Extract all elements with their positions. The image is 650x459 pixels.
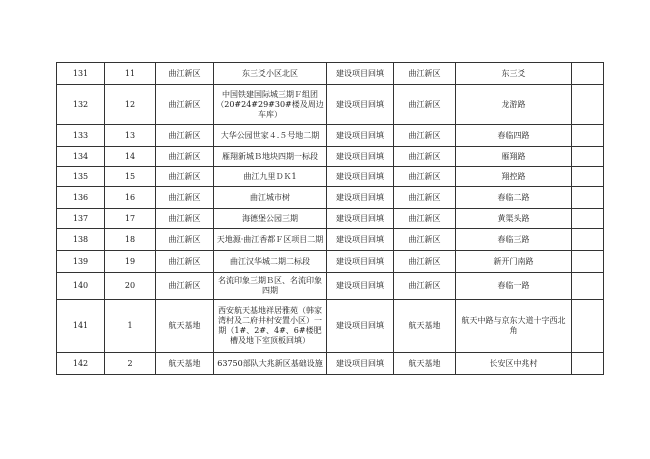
sub-number-cell: 18	[105, 229, 156, 251]
row-number-cell: 132	[57, 85, 105, 125]
project-name-cell: 曲江城市树	[214, 187, 327, 209]
sub-number-cell: 2	[105, 353, 156, 375]
area-cell: 曲江新区	[394, 209, 456, 229]
table-row	[57, 167, 604, 187]
type-cell: 建设项目回填	[327, 167, 394, 187]
type-cell: 建设项目回填	[327, 273, 394, 300]
project-name-cell: 中国铁建国际城三期Ｆ组团（20#24#29#30#楼及周边车库）	[214, 85, 327, 125]
district-cell: 曲江新区	[156, 85, 214, 125]
note-cell	[572, 147, 604, 167]
row-number-cell: 142	[57, 353, 105, 375]
type-cell: 建设项目回填	[327, 63, 394, 85]
area-cell: 曲江新区	[394, 125, 456, 147]
road-cell: 春临四路	[456, 125, 572, 147]
project-name-cell: 名流印象三期Ｂ区、名流印象四期	[214, 273, 327, 300]
table-row	[57, 209, 604, 229]
district-cell: 曲江新区	[156, 229, 214, 251]
row-number-cell: 136	[57, 187, 105, 209]
district-cell: 曲江新区	[156, 125, 214, 147]
road-cell: 龙游路	[456, 85, 572, 125]
table-row	[57, 251, 604, 273]
district-cell: 曲江新区	[156, 187, 214, 209]
project-name-cell: 曲江九里ＤＫ1	[214, 167, 327, 187]
road-cell: 翔控路	[456, 167, 572, 187]
project-table	[56, 62, 604, 375]
sub-number-cell: 20	[105, 273, 156, 300]
district-cell: 航天基地	[156, 353, 214, 375]
road-cell: 长安区中兆村	[456, 353, 572, 375]
area-cell: 曲江新区	[394, 229, 456, 251]
area-cell: 航天基地	[394, 353, 456, 375]
row-number-cell: 138	[57, 229, 105, 251]
area-cell: 航天基地	[394, 300, 456, 353]
project-name-cell: 大华公园世家４.５号地二期	[214, 125, 327, 147]
project-name-cell: 天地源·曲江香都Ｆ区项目二期	[214, 229, 327, 251]
type-cell: 建设项目回填	[327, 187, 394, 209]
area-cell: 曲江新区	[394, 273, 456, 300]
table-row	[57, 187, 604, 209]
note-cell	[572, 167, 604, 187]
row-number-cell: 133	[57, 125, 105, 147]
sub-number-cell: 1	[105, 300, 156, 353]
project-name-cell: 海德堡公园三期	[214, 209, 327, 229]
type-cell: 建设项目回填	[327, 353, 394, 375]
road-cell: 春临一路	[456, 273, 572, 300]
district-cell: 曲江新区	[156, 273, 214, 300]
table-row	[57, 229, 604, 251]
area-cell: 曲江新区	[394, 187, 456, 209]
area-cell: 曲江新区	[394, 85, 456, 125]
type-cell: 建设项目回填	[327, 147, 394, 167]
sub-number-cell: 16	[105, 187, 156, 209]
district-cell: 航天基地	[156, 300, 214, 353]
row-number-cell: 131	[57, 63, 105, 85]
row-number-cell: 135	[57, 167, 105, 187]
note-cell	[572, 300, 604, 353]
table-row	[57, 300, 604, 353]
table-row	[57, 125, 604, 147]
sub-number-cell: 13	[105, 125, 156, 147]
sub-number-cell: 14	[105, 147, 156, 167]
road-cell: 航天中路与京东大道十字西北角	[456, 300, 572, 353]
road-cell: 春临二路	[456, 187, 572, 209]
district-cell: 曲江新区	[156, 209, 214, 229]
district-cell: 曲江新区	[156, 63, 214, 85]
note-cell	[572, 229, 604, 251]
row-number-cell: 140	[57, 273, 105, 300]
area-cell: 曲江新区	[394, 63, 456, 85]
sub-number-cell: 12	[105, 85, 156, 125]
note-cell	[572, 187, 604, 209]
project-name-cell: 西安航天基地祥居雅苑（韩家湾村及二府井村安置小区）一期（1#、2#、4#、6#楼肥槽及地下室顶板回填）	[214, 300, 327, 353]
type-cell: 建设项目回填	[327, 125, 394, 147]
note-cell	[572, 85, 604, 125]
road-cell: 春临三路	[456, 229, 572, 251]
road-cell: 黄渠头路	[456, 209, 572, 229]
table-row	[57, 147, 604, 167]
note-cell	[572, 63, 604, 85]
project-name-cell: 曲江汉华城二期二标段	[214, 251, 327, 273]
table-row	[57, 85, 604, 125]
area-cell: 曲江新区	[394, 167, 456, 187]
type-cell: 建设项目回填	[327, 209, 394, 229]
road-cell: 新开门南路	[456, 251, 572, 273]
sub-number-cell: 11	[105, 63, 156, 85]
road-cell: 东三爻	[456, 63, 572, 85]
table-body	[57, 63, 604, 375]
area-cell: 曲江新区	[394, 251, 456, 273]
note-cell	[572, 273, 604, 300]
type-cell: 建设项目回填	[327, 85, 394, 125]
row-number-cell: 139	[57, 251, 105, 273]
district-cell: 曲江新区	[156, 167, 214, 187]
note-cell	[572, 209, 604, 229]
sub-number-cell: 17	[105, 209, 156, 229]
note-cell	[572, 251, 604, 273]
road-cell: 雁翔路	[456, 147, 572, 167]
project-name-cell: 63750部队大兆新区基础设施	[214, 353, 327, 375]
row-number-cell: 134	[57, 147, 105, 167]
district-cell: 曲江新区	[156, 147, 214, 167]
sub-number-cell: 15	[105, 167, 156, 187]
row-number-cell: 137	[57, 209, 105, 229]
area-cell: 曲江新区	[394, 147, 456, 167]
district-cell: 曲江新区	[156, 251, 214, 273]
row-number-cell: 141	[57, 300, 105, 353]
type-cell: 建设项目回填	[327, 229, 394, 251]
sub-number-cell: 19	[105, 251, 156, 273]
table-row	[57, 353, 604, 375]
type-cell: 建设项目回填	[327, 300, 394, 353]
type-cell: 建设项目回填	[327, 251, 394, 273]
project-name-cell: 雁翔新城Ｂ地块四期一标段	[214, 147, 327, 167]
project-name-cell: 东三爻小区北区	[214, 63, 327, 85]
table-row	[57, 63, 604, 85]
note-cell	[572, 353, 604, 375]
table-row	[57, 273, 604, 300]
note-cell	[572, 125, 604, 147]
